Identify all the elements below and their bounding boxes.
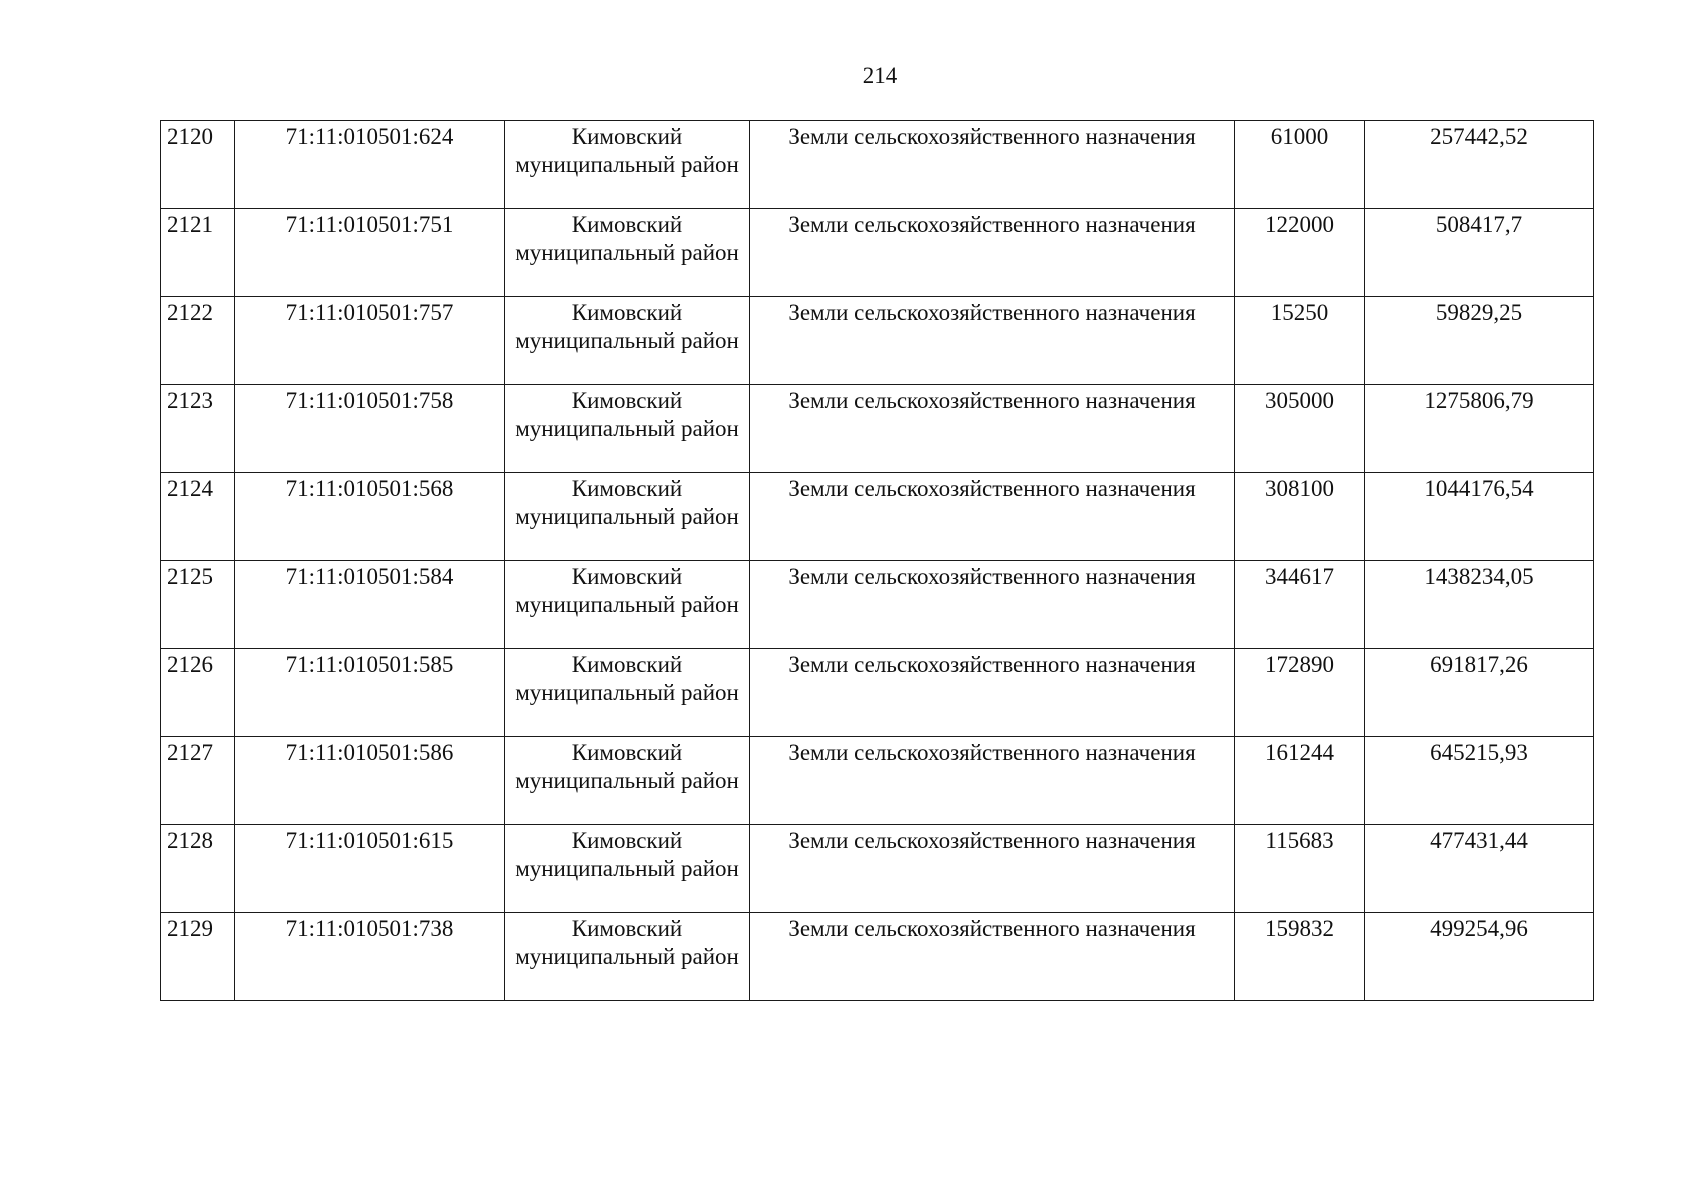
- cadastral-value-cell: 691817,26: [1365, 649, 1594, 737]
- land-category-cell: Земли сельскохозяйственного назначения: [750, 737, 1235, 825]
- land-category-cell: Земли сельскохозяйственного назначения: [750, 825, 1235, 913]
- table-row: [161, 121, 1594, 209]
- table-row: [161, 473, 1594, 561]
- cadastral-number-cell: 71:11:010501:758: [235, 385, 505, 473]
- district-cell: Кимовский муниципальный район: [505, 913, 750, 1001]
- table-row: [161, 385, 1594, 473]
- area-cell: 159832: [1235, 913, 1365, 1001]
- land-category-cell: Земли сельскохозяйственного назначения: [750, 385, 1235, 473]
- cadastral-value-cell: 1044176,54: [1365, 473, 1594, 561]
- cadastral-value-cell: 508417,7: [1365, 209, 1594, 297]
- land-register-table: [160, 120, 1594, 1001]
- area-cell: 305000: [1235, 385, 1365, 473]
- row-number-cell: 2125: [161, 561, 235, 649]
- row-number-cell: 2122: [161, 297, 235, 385]
- land-category-cell: Земли сельскохозяйственного назначения: [750, 209, 1235, 297]
- area-cell: 344617: [1235, 561, 1365, 649]
- row-number-cell: 2120: [161, 121, 235, 209]
- row-number-cell: 2121: [161, 209, 235, 297]
- district-cell: Кимовский муниципальный район: [505, 737, 750, 825]
- district-cell: Кимовский муниципальный район: [505, 649, 750, 737]
- area-cell: 61000: [1235, 121, 1365, 209]
- table-row: [161, 913, 1594, 1001]
- row-number-cell: 2129: [161, 913, 235, 1001]
- district-cell: Кимовский муниципальный район: [505, 561, 750, 649]
- table-row: [161, 561, 1594, 649]
- land-category-cell: Земли сельскохозяйственного назначения: [750, 297, 1235, 385]
- district-cell: Кимовский муниципальный район: [505, 825, 750, 913]
- cadastral-number-cell: 71:11:010501:738: [235, 913, 505, 1001]
- cadastral-number-cell: 71:11:010501:751: [235, 209, 505, 297]
- district-cell: Кимовский муниципальный район: [505, 297, 750, 385]
- area-cell: 308100: [1235, 473, 1365, 561]
- district-cell: Кимовский муниципальный район: [505, 121, 750, 209]
- district-cell: Кимовский муниципальный район: [505, 473, 750, 561]
- land-category-cell: Земли сельскохозяйственного назначения: [750, 121, 1235, 209]
- cadastral-number-cell: 71:11:010501:615: [235, 825, 505, 913]
- district-cell: Кимовский муниципальный район: [505, 385, 750, 473]
- table-row: [161, 209, 1594, 297]
- area-cell: 15250: [1235, 297, 1365, 385]
- area-cell: 172890: [1235, 649, 1365, 737]
- table-row: [161, 825, 1594, 913]
- cadastral-value-cell: 645215,93: [1365, 737, 1594, 825]
- cadastral-value-cell: 257442,52: [1365, 121, 1594, 209]
- table-body: [161, 121, 1594, 1001]
- cadastral-value-cell: 477431,44: [1365, 825, 1594, 913]
- cadastral-value-cell: 499254,96: [1365, 913, 1594, 1001]
- row-number-cell: 2124: [161, 473, 235, 561]
- row-number-cell: 2123: [161, 385, 235, 473]
- row-number-cell: 2128: [161, 825, 235, 913]
- area-cell: 122000: [1235, 209, 1365, 297]
- cadastral-number-cell: 71:11:010501:586: [235, 737, 505, 825]
- cadastral-number-cell: 71:11:010501:757: [235, 297, 505, 385]
- land-category-cell: Земли сельскохозяйственного назначения: [750, 913, 1235, 1001]
- row-number-cell: 2126: [161, 649, 235, 737]
- cadastral-number-cell: 71:11:010501:624: [235, 121, 505, 209]
- cadastral-value-cell: 59829,25: [1365, 297, 1594, 385]
- cadastral-number-cell: 71:11:010501:585: [235, 649, 505, 737]
- district-cell: Кимовский муниципальный район: [505, 209, 750, 297]
- row-number-cell: 2127: [161, 737, 235, 825]
- area-cell: 161244: [1235, 737, 1365, 825]
- cadastral-value-cell: 1438234,05: [1365, 561, 1594, 649]
- table-row: [161, 737, 1594, 825]
- page-number: 214: [862, 63, 898, 88]
- cadastral-value-cell: 1275806,79: [1365, 385, 1594, 473]
- land-category-cell: Земли сельскохозяйственного назначения: [750, 473, 1235, 561]
- land-category-cell: Земли сельскохозяйственного назначения: [750, 649, 1235, 737]
- table-row: [161, 297, 1594, 385]
- cadastral-number-cell: 71:11:010501:568: [235, 473, 505, 561]
- table-row: [161, 649, 1594, 737]
- area-cell: 115683: [1235, 825, 1365, 913]
- land-category-cell: Земли сельскохозяйственного назначения: [750, 561, 1235, 649]
- cadastral-number-cell: 71:11:010501:584: [235, 561, 505, 649]
